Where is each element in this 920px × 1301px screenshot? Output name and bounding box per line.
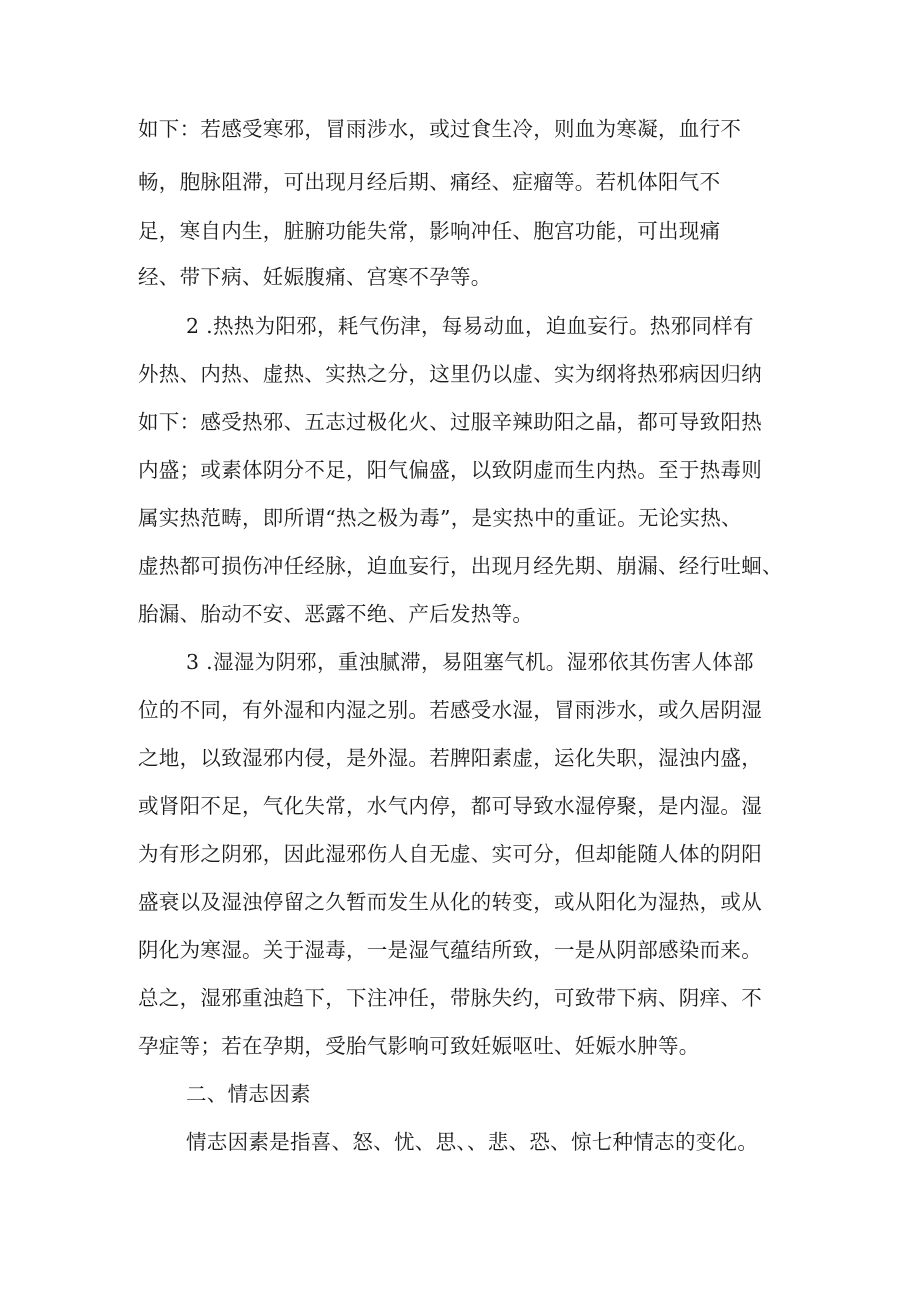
text-line-5: 2 .热热为阳邪，耗气伤津，每易动血，迫血妄行。热邪同样有 bbox=[186, 314, 754, 338]
section-heading: 二、情志因素 bbox=[186, 1082, 311, 1106]
text-line-15: 或肾阳不足，气化失常，水气内停，都可导致水湿停聚，是内湿。湿 bbox=[138, 794, 762, 818]
text-line-6: 外热、内热、虚热、实热之分，这里仍以虚、实为纲将热邪病因归纳 bbox=[138, 362, 762, 386]
text-line-18: 阴化为寒湿。关于湿毒，一是湿气蕴结所致，一是从阴部感染而来。 bbox=[138, 938, 762, 962]
text-line-11: 胎漏、胎动不安、恶露不绝、产后发热等。 bbox=[138, 602, 534, 626]
text-line-12: 3 .湿湿为阴邪，重浊腻滞，易阻塞气机。湿邪依其伤害人体部 bbox=[186, 650, 754, 674]
text-line-14: 之地，以致湿邪内侵，是外湿。若脾阳素虚，运化失职，湿浊内盛， bbox=[138, 746, 762, 770]
text-line-1: 如下：若感受寒邪，冒雨涉水，或过食生冷，则血为寒凝，血行不 bbox=[138, 117, 742, 141]
text-line-4: 经、带下病、妊娠腹痛、宫寒不孕等。 bbox=[138, 265, 492, 289]
text-line-7: 如下：感受热邪、五志过极化火、过服辛辣助阳之晶，都可导致阳热 bbox=[138, 410, 762, 434]
text-line-20: 孕症等；若在孕期，受胎气影响可致妊娠呕吐、妊娠水肿等。 bbox=[138, 1034, 700, 1058]
text-line-13: 位的不同，有外湿和内湿之别。若感受水湿，冒雨涉水，或久居阴湿 bbox=[138, 698, 762, 722]
text-line-3: 足，寒自内生，脏腑功能失常，影响冲任、胞宫功能，可出现痛 bbox=[138, 219, 721, 243]
text-line-10: 虚热都可损伤冲任经脉，迫血妄行，出现月经先期、崩漏、经行吐蛔、 bbox=[138, 554, 783, 578]
text-line-8: 内盛；或素体阴分不足，阳气偏盛，以致阴虚而生内热。至于热毒则 bbox=[138, 458, 762, 482]
text-line-9: 属实热范畴，即所谓“热之极为毒”，是实热中的重证。无论实热、 bbox=[138, 506, 742, 530]
text-line-17: 盛衰以及湿浊停留之久暂而发生从化的转变，或从阳化为湿热，或从 bbox=[138, 890, 762, 914]
text-line-22: 情志因素是指喜、怒、忧、思、、悲、恐、惊七种情志的变化。 bbox=[186, 1130, 759, 1154]
text-line-16: 为有形之阴邪，因此湿邪伤人自无虚、实可分，但却能随人体的阴阳 bbox=[138, 842, 762, 866]
text-line-2: 畅，胞脉阻滞，可出现月经后期、痛经、症瘤等。若机体阳气不 bbox=[138, 170, 721, 194]
text-line-19: 总之，湿邪重浊趋下，下注冲任，带脉失约，可致带下病、阴痒、不 bbox=[138, 986, 762, 1010]
